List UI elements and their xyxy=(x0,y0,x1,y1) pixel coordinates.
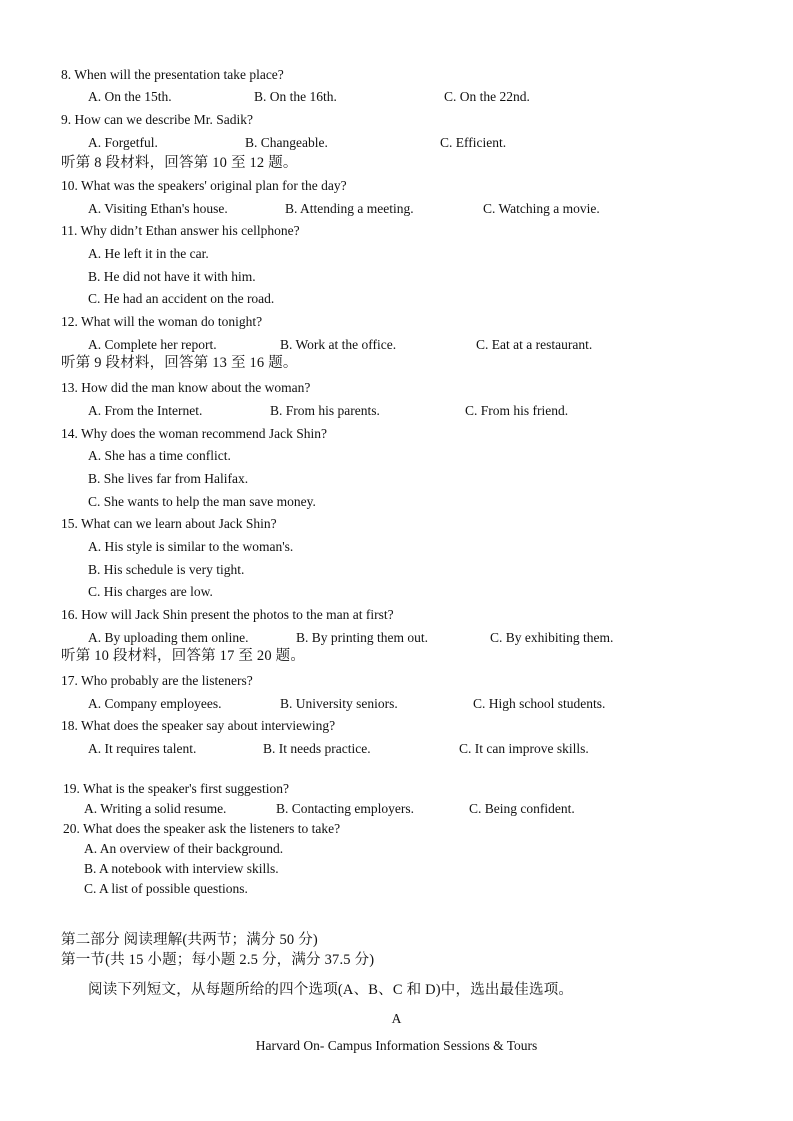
question-17-stem: 17. Who probably are the listeners? xyxy=(61,673,253,688)
q15-option-c: C. His charges are low. xyxy=(88,584,213,599)
q11-option-a: A. He left it in the car. xyxy=(88,246,209,261)
q9-option-b: B. Changeable. xyxy=(245,135,328,150)
q13-option-a: A. From the Internet. xyxy=(88,403,203,418)
q9-option-a: A. Forgetful. xyxy=(88,135,158,150)
q8-option-c: C. On the 22nd. xyxy=(444,89,530,104)
q13-option-b: B. From his parents. xyxy=(270,403,380,418)
question-9-stem: 9. How can we describe Mr. Sadik? xyxy=(61,112,253,127)
q8-option-b: B. On the 16th. xyxy=(254,89,337,104)
q11-option-c: C. He had an accident on the road. xyxy=(88,291,275,306)
q19-option-b: B. Contacting employers. xyxy=(276,801,414,816)
q20-option-b: B. A notebook with interview skills. xyxy=(84,861,279,876)
q18-option-a: A. It requires talent. xyxy=(88,741,197,756)
section-1-heading: 第一节(共 15 小题；每小题 2.5 分，满分 37.5 分) xyxy=(61,952,375,968)
q15-option-b: B. His schedule is very tight. xyxy=(88,562,245,577)
q8-option-a: A. On the 15th. xyxy=(88,89,172,104)
q9-option-c: C. Efficient. xyxy=(440,135,507,150)
q16-option-b: B. By printing them out. xyxy=(296,630,429,645)
q17-option-a: A. Company employees. xyxy=(88,696,222,711)
q10-option-b: B. Attending a meeting. xyxy=(285,201,414,216)
q16-option-a: A. By uploading them online. xyxy=(88,630,249,645)
question-16-stem: 16. How will Jack Shin present the photos to the man at first? xyxy=(61,607,394,622)
q15-option-a: A. His style is similar to the woman's. xyxy=(88,539,294,554)
question-11-stem: 11. Why didn’t Ethan answer his cellphone? xyxy=(61,223,300,238)
section-8-header: 听第 8 段材料，回答第 10 至 12 题。 xyxy=(61,155,298,171)
question-10-stem: 10. What was the speakers' original plan for the day? xyxy=(61,178,347,193)
question-13-stem: 13. How did the man know about the woman? xyxy=(61,380,311,395)
q17-option-c: C. High school students. xyxy=(473,696,606,711)
q14-option-b: B. She lives far from Halifax. xyxy=(88,471,249,486)
q12-option-a: A. Complete her report. xyxy=(88,337,217,352)
question-18-stem: 18. What does the speaker say about interviewing? xyxy=(61,718,336,733)
q10-option-c: C. Watching a movie. xyxy=(483,201,600,216)
question-19-stem: 19. What is the speaker's first suggestion? xyxy=(63,781,290,796)
section-10-header: 听第 10 段材料，回答第 17 至 20 题。 xyxy=(61,648,306,664)
q14-option-c: C. She wants to help the man save money. xyxy=(88,494,316,509)
q19-option-c: C. Being confident. xyxy=(469,801,575,816)
question-14-stem: 14. Why does the woman recommend Jack Shin? xyxy=(61,426,327,441)
passage-title: Harvard On- Campus Information Sessions & Tours xyxy=(255,1038,538,1053)
question-8-stem: 8. When will the presentation take place? xyxy=(61,67,284,82)
q12-option-b: B. Work at the office. xyxy=(280,337,397,352)
question-15-stem: 15. What can we learn about Jack Shin? xyxy=(61,516,277,531)
reading-instruction: 阅读下列短文，从每题所给的四个选项(A、B、C 和 D)中，选出最佳选项。 xyxy=(88,982,574,998)
q20-option-a: A. An overview of their background. xyxy=(84,841,284,856)
passage-label: A xyxy=(391,1011,402,1026)
q12-option-c: C. Eat at a restaurant. xyxy=(476,337,593,352)
q16-option-c: C. By exhibiting them. xyxy=(490,630,614,645)
q20-option-c: C. A list of possible questions. xyxy=(84,881,248,896)
question-20-stem: 20. What does the speaker ask the listeners to take? xyxy=(63,821,341,836)
part-2-heading: 第二部分 阅读理解(共两节；满分 50 分) xyxy=(61,932,318,948)
q17-option-b: B. University seniors. xyxy=(280,696,398,711)
q13-option-c: C. From his friend. xyxy=(465,403,569,418)
q18-option-c: C. It can improve skills. xyxy=(459,741,589,756)
q10-option-a: A. Visiting Ethan's house. xyxy=(88,201,228,216)
q18-option-b: B. It needs practice. xyxy=(263,741,371,756)
section-9-header: 听第 9 段材料，回答第 13 至 16 题。 xyxy=(61,355,298,371)
q11-option-b: B. He did not have it with him. xyxy=(88,269,256,284)
question-12-stem: 12. What will the woman do tonight? xyxy=(61,314,263,329)
q19-option-a: A. Writing a solid resume. xyxy=(84,801,227,816)
q14-option-a: A. She has a time conflict. xyxy=(88,448,231,463)
